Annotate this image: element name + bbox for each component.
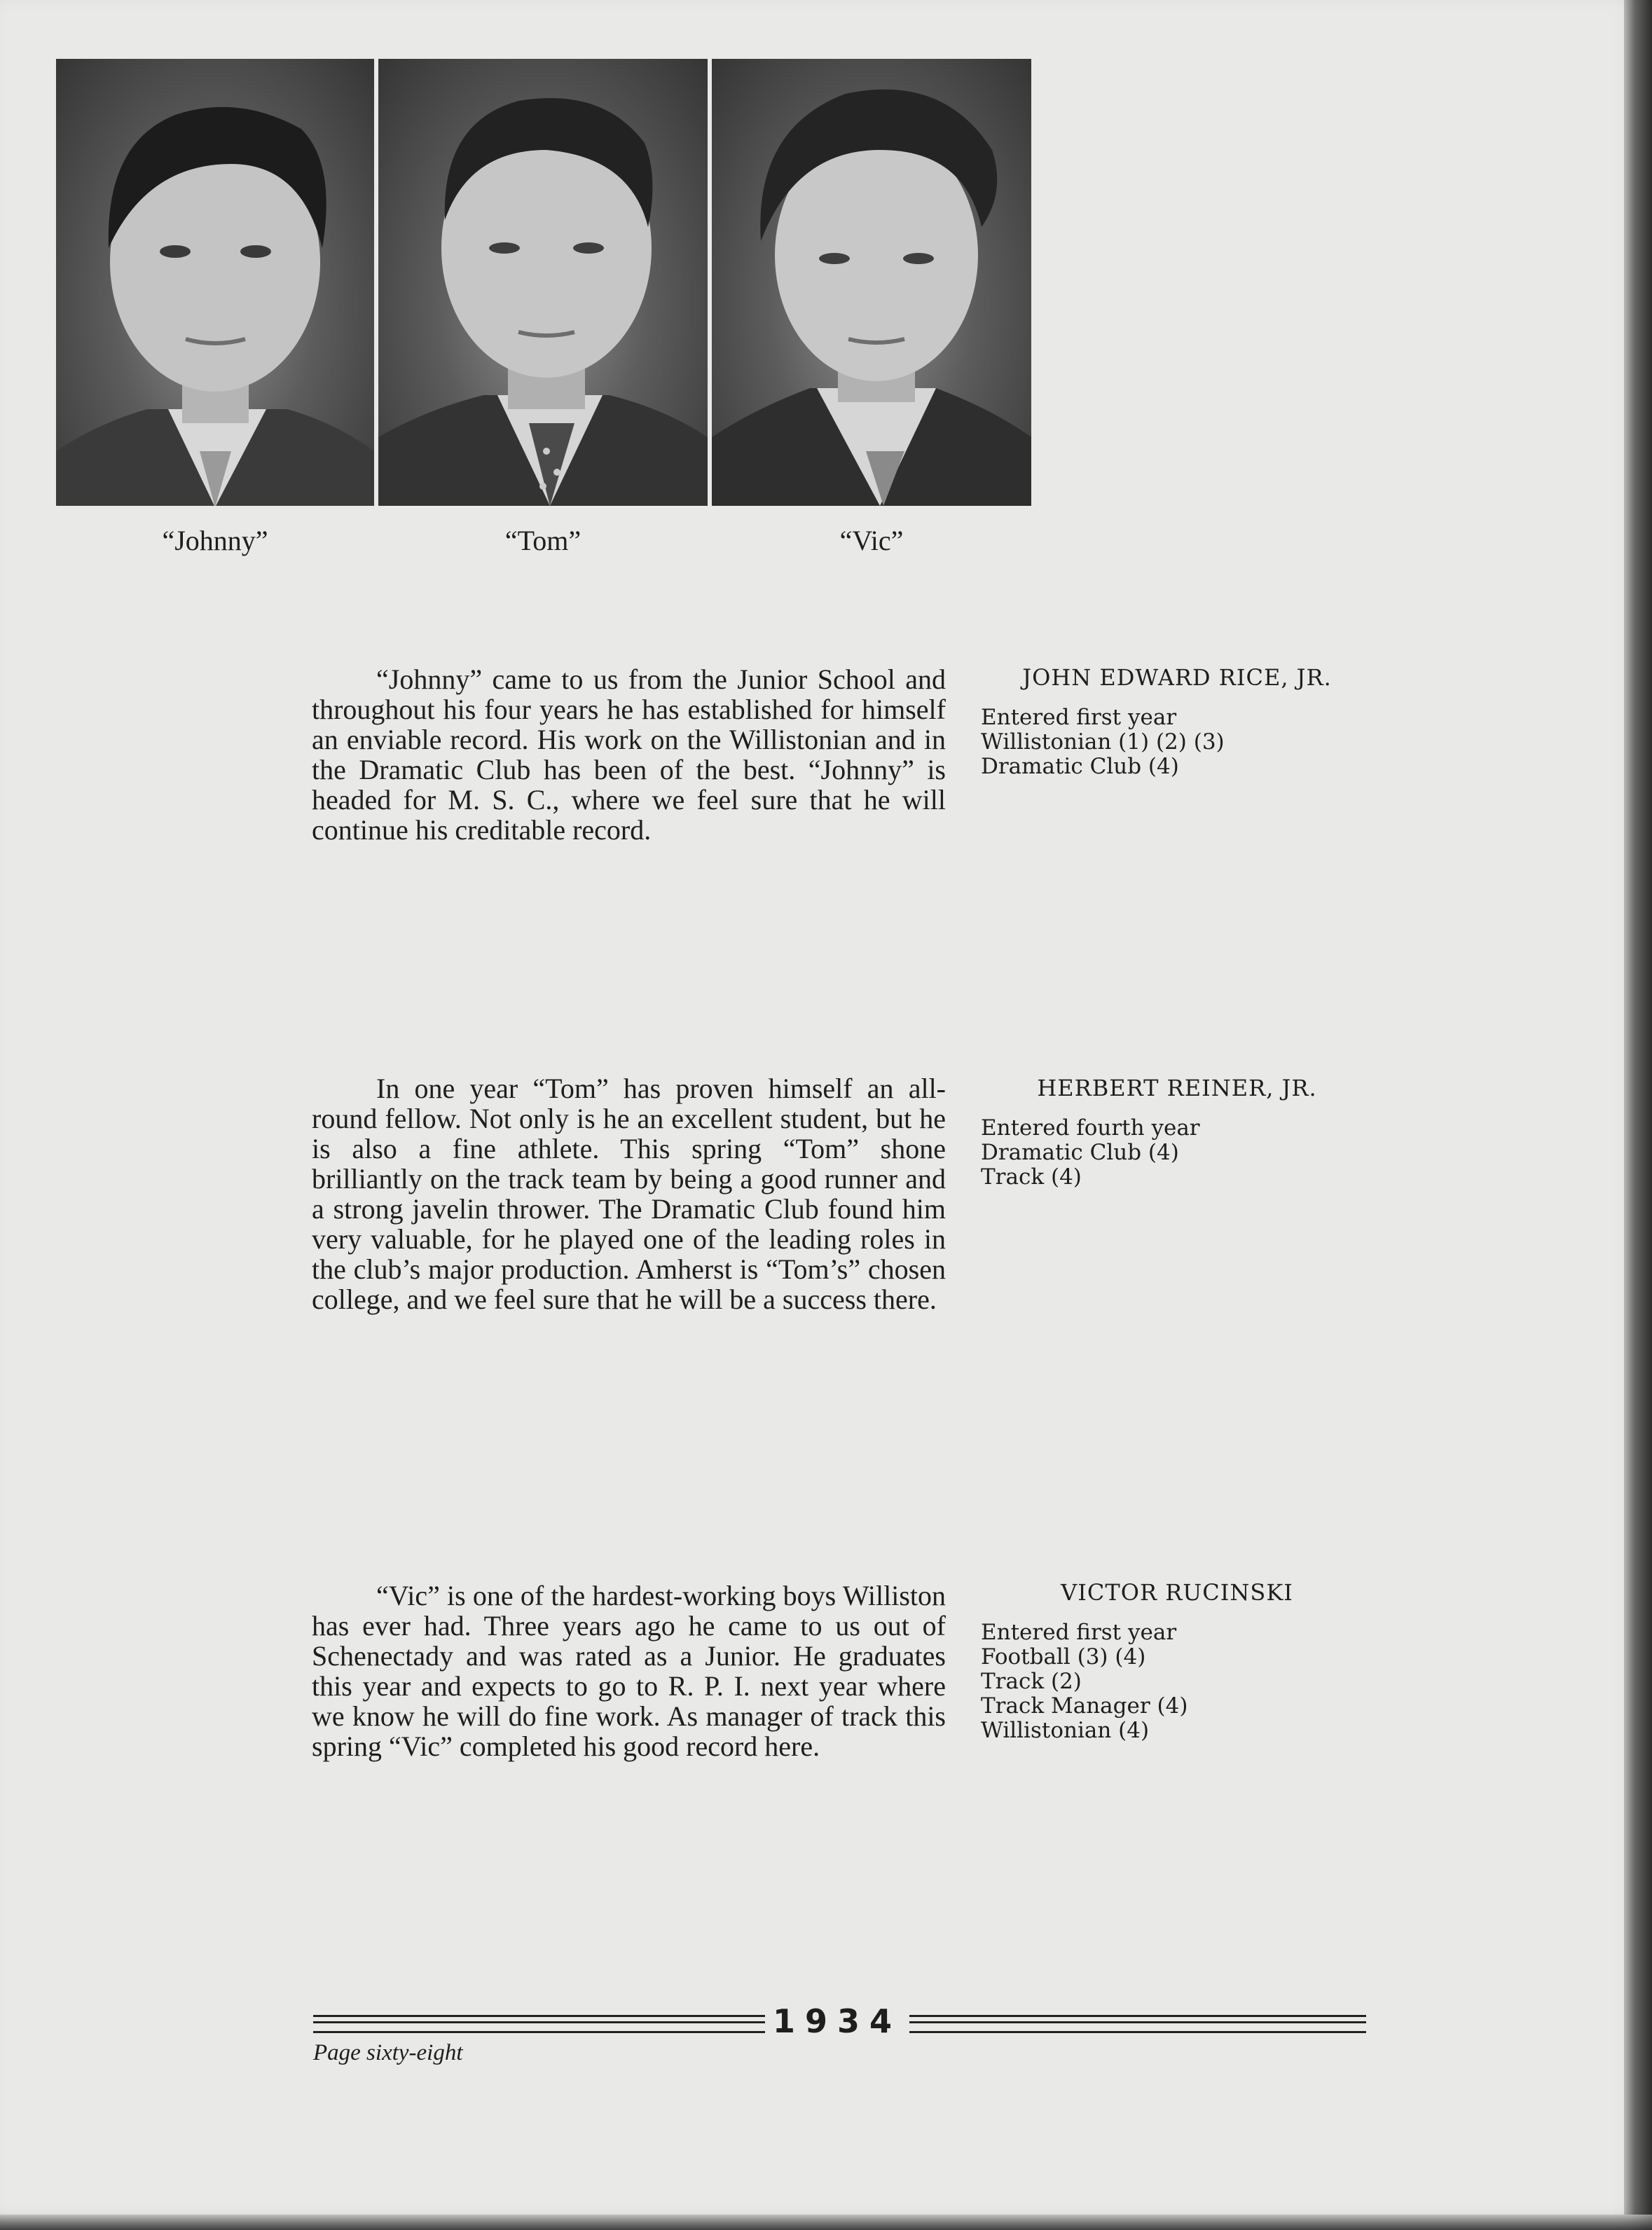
bio-paragraph-tom: In one year “Tom” has proven himself an all-round fellow. Not only is he an excellent student, but he is also a fine athlete. This spring “Tom” shone brilliantly on the track team by being a good runner and a strong javelin thrower. The Dramatic Club found him very valuable, for he played one of the leading roles in the club’s major production. Amherst is “Tom’s” chosen college, and we feel sure that he will be a success there.	[312, 1073, 946, 1315]
activity-item: Football (3) (4)	[981, 1644, 1146, 1670]
activity-item: Willistonian (4)	[981, 1718, 1150, 1743]
footer-rule-right	[909, 2015, 1366, 2033]
activity-item: Entered fourth year	[981, 1115, 1200, 1141]
page-edge-right	[1624, 0, 1652, 2230]
student-name: HERBERT REINER, JR.	[1037, 1075, 1317, 1101]
bio-paragraph-vic: “Vic” is one of the hardest-working boys Williston has ever had. Three years ago he came to us out of Schenectady and was rated as a Junior. He graduates this year and expects to go to R. P. I. next year where we know he will do fine work. As manager of track this spring “Vic” completed his good record here.	[312, 1580, 946, 1762]
photo-caption-johnny: “Johnny”	[162, 525, 268, 556]
record-block-vic	[981, 1581, 1373, 1743]
activity-item: Track (2)	[981, 1669, 1082, 1694]
activity-item: Entered first year	[981, 705, 1177, 730]
student-name: JOHN EDWARD RICE, JR.	[1022, 664, 1332, 691]
footer-rule-left	[313, 2015, 765, 2033]
bio-paragraph-johnny: “Johnny” came to us from the Junior School and throughout his four years he has established for himself an enviable record. His work on the Willistonian and in the Dramatic Club has been of the best. “Johnny” is headed for M. S. C., where we feel sure that he will continue his creditable record.	[312, 663, 946, 846]
activity-item: Track Manager (4)	[981, 1693, 1188, 1719]
record-block-tom	[981, 1076, 1373, 1190]
activity-item: Dramatic Club (4)	[981, 1140, 1179, 1165]
activity-item: Track (4)	[981, 1164, 1082, 1190]
photo-caption-tom: “Tom”	[504, 525, 581, 556]
activity-item: Entered first year	[981, 1620, 1177, 1645]
page-edge-bottom	[0, 2215, 1652, 2230]
page-number: Page sixty-eight	[313, 2040, 463, 2065]
footer-year: 1934	[772, 2002, 902, 2040]
activity-item: Willistonian (1) (2) (3)	[981, 729, 1225, 755]
activity-item: Dramatic Club (4)	[981, 754, 1179, 779]
portrait-photo-tom	[378, 59, 708, 506]
portrait-photo-johnny	[56, 59, 374, 506]
student-name: VICTOR RUCINSKI	[1061, 1579, 1293, 1606]
record-block-johnny	[981, 666, 1373, 779]
portrait-photo-vic	[712, 59, 1031, 506]
photo-caption-vic: “Vic”	[839, 525, 904, 556]
